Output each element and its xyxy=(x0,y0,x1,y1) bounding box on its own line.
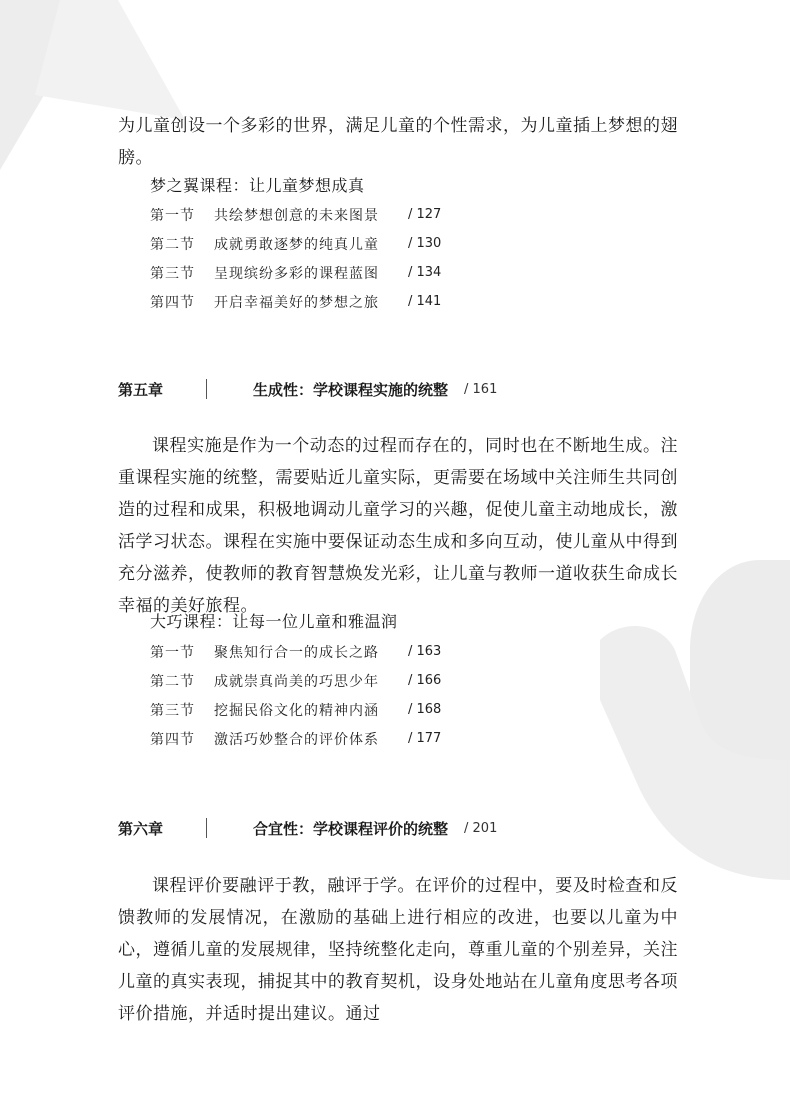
chapter-number: 第五章 xyxy=(118,380,164,399)
toc-page-number: / 166 xyxy=(408,673,442,688)
toc-row[interactable] xyxy=(150,666,550,695)
toc-row[interactable] xyxy=(150,258,550,287)
toc-row[interactable] xyxy=(150,229,550,258)
toc-page-number: / 141 xyxy=(408,294,442,309)
toc-course-1 xyxy=(150,200,550,316)
toc-row[interactable] xyxy=(150,200,550,229)
toc-page-number: / 134 xyxy=(408,265,442,280)
toc-section-number: 第二节 xyxy=(150,236,195,253)
toc-section-title: 成就崇真尚美的巧思少年 xyxy=(214,673,379,690)
chapter-6-paragraph: 课程评价要融评于教，融评于学。在评价的过程中，要及时检查和反馈教师的发展情况，在激励的基础上进行相应的改进，也要以儿童为中心，遵循儿童的发展规律，坚持统整化走向，尊重儿童的个别差异，关注儿童的真实表现，捕捉其中的教育契机，设身处地站在儿童角度思考各项评价措施，并适时提出建议。通过 xyxy=(118,876,678,1024)
toc-section-number: 第一节 xyxy=(150,644,195,661)
toc-page-number: / 163 xyxy=(408,644,442,659)
toc-course-2 xyxy=(150,637,550,753)
chapter-heading-6[interactable] xyxy=(118,815,678,841)
toc-section-title: 激活巧妙整合的评价体系 xyxy=(214,731,379,748)
toc-section-number: 第四节 xyxy=(150,731,195,748)
toc-section-title: 呈现缤纷多彩的课程蓝图 xyxy=(214,265,379,282)
toc-section-title: 共绘梦想创意的未来图景 xyxy=(214,207,379,224)
chapter-page-number: / 161 xyxy=(464,381,498,397)
toc-section-number: 第一节 xyxy=(150,207,195,224)
toc-row[interactable] xyxy=(150,695,550,724)
toc-section-title: 成就勇敢逐梦的纯真儿童 xyxy=(214,236,379,253)
course-title-great-skill: 大巧课程：让每一位儿童和雅温润 xyxy=(150,612,398,631)
toc-row[interactable] xyxy=(150,724,550,753)
toc-page-number: / 168 xyxy=(408,702,442,717)
chapter-number: 第六章 xyxy=(118,819,164,838)
toc-section-number: 第三节 xyxy=(150,702,195,719)
toc-section-title: 挖掘民俗文化的精神内涵 xyxy=(214,702,379,719)
course-title-dream-wings: 梦之翼课程：让儿童梦想成真 xyxy=(150,176,365,195)
chapter-heading-5[interactable] xyxy=(118,376,678,402)
toc-section-number: 第四节 xyxy=(150,294,195,311)
chapter-divider xyxy=(206,818,207,838)
toc-page-number: / 130 xyxy=(408,236,442,251)
toc-page-number: / 127 xyxy=(408,207,442,222)
chapter-divider xyxy=(206,379,207,399)
toc-section-number: 第二节 xyxy=(150,673,195,690)
toc-section-title: 聚焦知行合一的成长之路 xyxy=(214,644,379,661)
chapter-title: 生成性：学校课程实施的统整 xyxy=(253,380,449,399)
chapter-title: 合宜性：学校课程评价的统整 xyxy=(253,819,449,838)
chapter-page-number: / 201 xyxy=(464,820,498,836)
chapter-5-paragraph: 课程实施是作为一个动态的过程而存在的，同时也在不断地生成。注重课程实施的统整，需要贴近儿童实际，更需要在场域中关注师生共同创造的过程和成果，积极地调动儿童学习的兴趣，促使儿童主动地成长，激活学习状态。课程在实施中要保证动态生成和多向互动，使儿童从中得到充分滋养，使教师的教育智慧焕发光彩，让儿童与教师一道收获生命成长幸福的美好旅程。 xyxy=(118,436,678,616)
toc-section-number: 第三节 xyxy=(150,265,195,282)
toc-section-title: 开启幸福美好的梦想之旅 xyxy=(214,294,379,311)
toc-row[interactable] xyxy=(150,287,550,316)
toc-row[interactable] xyxy=(150,637,550,666)
toc-page-number: / 177 xyxy=(408,731,442,746)
intro-paragraph: 为儿童创设一个多彩的世界，满足儿童的个性需求，为儿童插上梦想的翅膀。 xyxy=(118,116,678,168)
